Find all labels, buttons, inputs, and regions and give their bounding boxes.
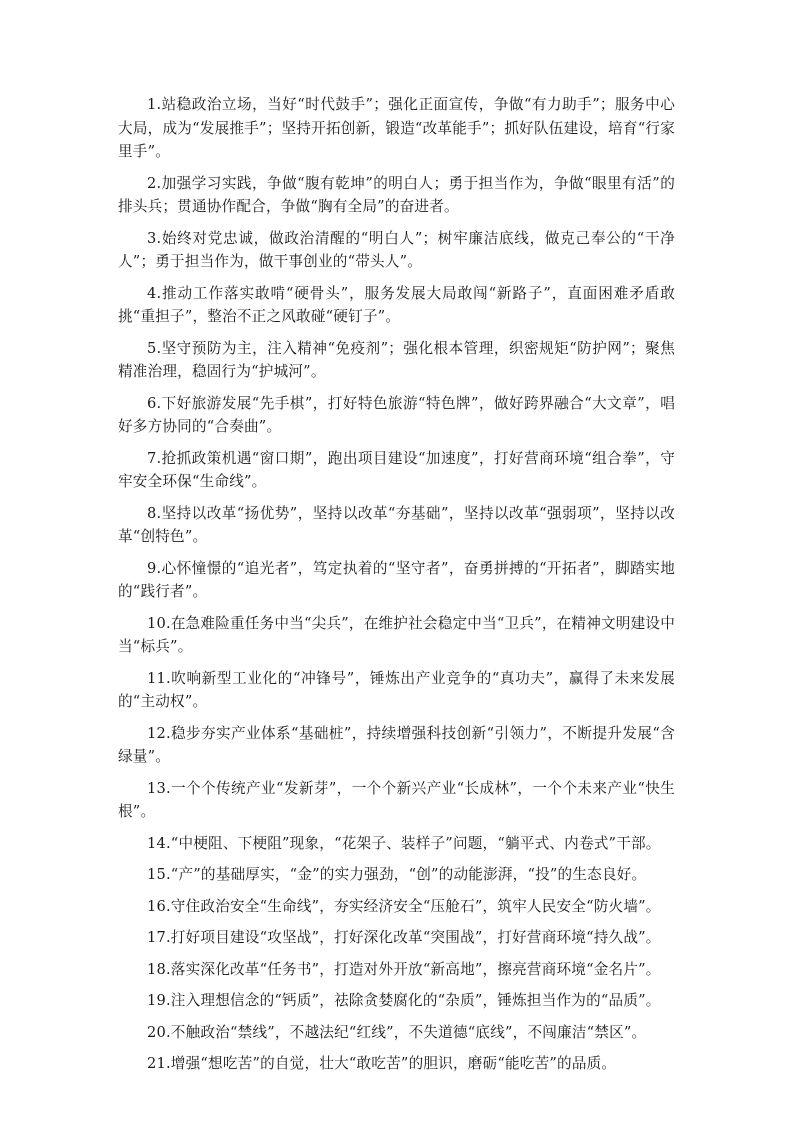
paragraph-17: 17.打好项目建设“攻坚战”，打好深化改革“突围战”，打好营商环境“持久战”。 xyxy=(147,929,661,946)
paragraph-13: 13.一个个传统产业“发新芽”，一个个新兴产业“长成林”，一个个未来产业“快生根”。 xyxy=(118,779,675,820)
paragraph-21: 21.增强“想吃苦”的自觉，壮大“敢吃苦”的胆识，磨砺“能吃苦”的品质。 xyxy=(147,1055,617,1072)
paragraph-20: 20.不触政治“禁线”，不越法纪“红线”，不失道德“底线”，不闯廉洁“禁区”。 xyxy=(147,1023,647,1041)
paragraph-9: 9.心怀憧憬的“追光者”，笃定执着的“坚守者”，奋勇拼搏的“开拓者”，脚踏实地的“践行者”。 xyxy=(118,559,675,600)
paragraph-12: 12.稳步夯实产业体系“基础桩”，持续增强科技创新“引领力”，不断提升发展“含绿量”。 xyxy=(118,724,675,765)
paragraph-1: 1.站稳政治立场，当好“时代鼓手”；强化正面宣传，争做“有力助手”；服务中心大局，成为“发展推手”；坚持开拓创新，锻造“改革能手”；抓好队伍建设，培育“行家里手”。 xyxy=(118,96,675,160)
paragraph-10: 10.在急难险重任务中当“尖兵”，在维护社会稳定中当“卫兵”，在精神文明建设中当“标兵”。 xyxy=(118,614,675,655)
paragraph-2: 2.加强学习实践，争做“腹有乾坤”的明白人；勇于担当作为，争做“眼里有活”的排头兵；贯通协作配合，争做“胸有全局”的奋进者。 xyxy=(118,174,675,215)
paragraph-3: 3.始终对党忠诚，做政治清醒的“明白人”；树牢廉洁底线，做克己奉公的“干净人”；勇于担当作为，做干事创业的“带头人”。 xyxy=(118,229,675,270)
paragraph-8: 8.坚持以改革“扬优势”，坚持以改革“夯基础”，坚持以改革“强弱项”，坚持以改革“创特色”。 xyxy=(118,504,675,545)
paragraph-4: 4.推动工作落实敢啃“硬骨头”，服务发展大局敢闯“新路子”，直面困难矛盾敢挑“重担子”，整治不正之风敢碰“硬钉子”。 xyxy=(118,284,675,325)
paragraph-15: 15.“产”的基础厚实，“金”的实力强劲，“创”的动能澎湃，“投”的生态良好。 xyxy=(147,866,647,883)
paragraph-19: 19.注入理想信念的“钙质”，祛除贪婪腐化的“杂质”，锤炼担当作为的“品质”。 xyxy=(147,992,661,1009)
paragraph-11: 11.吹响新型工业化的“冲锋号”，锤炼出产业竞争的“真功夫”，赢得了未来发展的“主动权”。 xyxy=(118,669,675,710)
paragraph-16: 16.守住政治安全“生命线”，夯实经济安全“压舱石”，筑牢人民安全“防火墙”。 xyxy=(147,897,661,915)
document-body xyxy=(118,93,675,1084)
paragraph-7: 7.抢抓政策机遇“窗口期”，跑出项目建设“加速度”，打好营商环境“组合拳”，守牢安全环保“生命线”。 xyxy=(118,449,675,490)
paragraph-14: 14.“中梗阻、下梗阻”现象，“花架子、装样子”问题，“躺平式、内卷式”干部。 xyxy=(147,834,661,852)
paragraph-5: 5.坚守预防为主，注入精神“免疫剂”；强化根本管理，织密规矩“防护网”；聚焦精准治理，稳固行为“护城河”。 xyxy=(118,339,675,380)
paragraph-18: 18.落实深化改革“任务书”，打造对外开放“新高地”，擦亮营商环境“金名片”。 xyxy=(147,960,661,978)
paragraph-6: 6.下好旅游发展“先手棋”，打好特色旅游“特色牌”，做好跨界融合“大文章”，唱好多方协同的“合奏曲”。 xyxy=(118,394,675,435)
